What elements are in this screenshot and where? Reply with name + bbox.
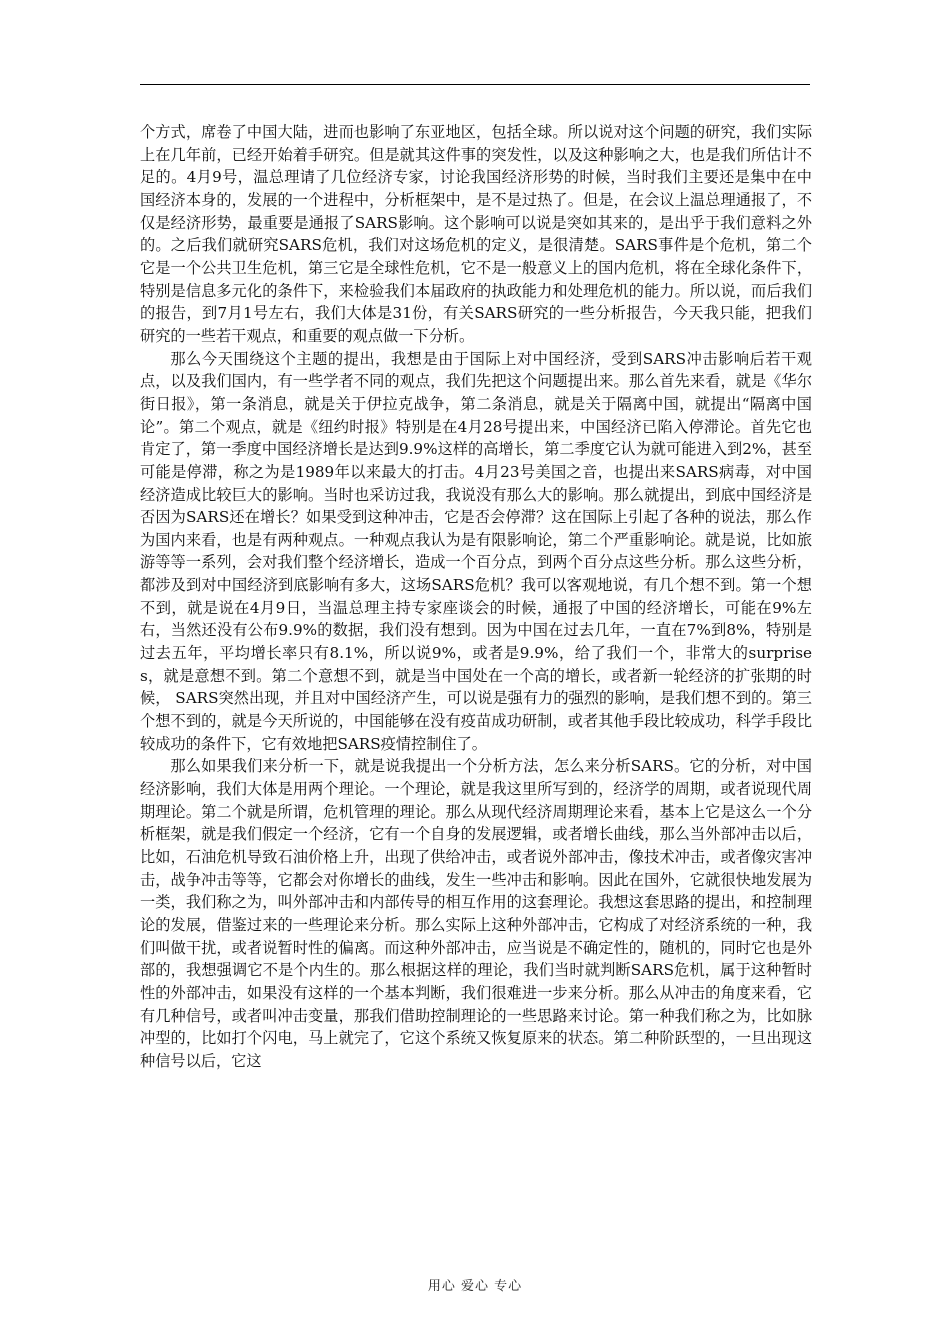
document-body	[140, 121, 812, 1073]
paragraph-3: 那么如果我们来分析一下，就是说我提出一个分析方法，怎么来分析SARS。它的分析，对中国经济影响，我们大体是用两个理论。一个理论，就是我这里所写到的，经济学的周期，或者说现代周期理论。第二个就是所谓，危机管理的理论。那么从现代经济周期理论来看，基本上它是这么一个分析框架，就是我们假定一个经济，它有一个自身的发展逻辑，或者增长曲线，那么当外部冲击以后，比如，石油危机导致石油价格上升，出现了供给冲击，或者说外部冲击，像技术冲击，或者像灾害冲击，战争冲击等等，它都会对你增长的曲线，发生一些冲击和影响。因此在国外，它就很快地发展为一类，我们称之为，叫外部冲击和内部传导的相互作用的这套理论。我想这套思路的提出，和控制理论的发展，借鉴过来的一些理论来分析。那么实际上这种外部冲击，它构成了对经济系统的一种，我们叫做干扰，或者说暂时性的偏离。而这种外部冲击，应当说是不确定性的，随机的，同时它也是外部的，我想强调它不是个内生的。那么根据这样的理论，我们当时就判断SARS危机，属于这种暂时性的外部冲击，如果没有这样的一个基本判断，我们很难进一步来分析。那么从冲击的角度来看，它有几种信号，或者叫冲击变量，那我们借助控制理论的一些思路来讨论。第一种我们称之为，比如脉冲型的，比如打个闪电，马上就完了，它这个系统又恢复原来的状态。第二种阶跃型的，一旦出现这种信号以后，它这	[140, 757, 812, 1070]
paragraph-1: 个方式，席卷了中国大陆，进而也影响了东亚地区，包括全球。所以说对这个问题的研究，我们实际上在几年前，已经开始着手研究。但是就其这件事的突发性，以及这种影响之大，也是我们所估计不足的。4月9号，温总理请了几位经济专家，讨论我国经济形势的时候，当时我们主要还是集中在中国经济本身的，发展的一个进程中，分析框架中，是不是过热了。但是，在会议上温总理通报了，不仅是经济形势，最重要是通报了SARS影响。这个影响可以说是突如其来的，是出乎于我们意料之外的。之后我们就研究SARS危机，我们对这场危机的定义，是很清楚。SARS事件是个危机，第二个它是一个公共卫生危机，第三它是全球性危机，它不是一般意义上的国内危机，将在全球化条件下，特别是信息多元化的条件下，来检验我们本届政府的执政能力和处理危机的能力。所以说，而后我们的报告，到7月1号左右，我们大体是31份，有关SARS研究的一些分析报告，今天我只能，把我们研究的一些若干观点，和重要的观点做一下分析。	[140, 123, 812, 345]
header-rule	[140, 84, 810, 85]
paragraph-2: 那么今天围绕这个主题的提出，我想是由于国际上对中国经济，受到SARS冲击影响后若干观点，以及我们国内，有一些学者不同的观点，我们先把这个问题提出来。那么首先来看，就是《华尔街日报》，第一条消息，就是关于伊拉克战争，第二条消息，就是关于隔离中国，就提出“隔离中国论”。第二个观点，就是《纽约时报》特别是在4月28号提出来，中国经济已陷入停滞论。首先它也肯定了，第一季度中国经济增长是达到9.9%这样的高增长，第二季度它认为就可能进入到2%，甚至可能是停滞，称之为是1989年以来最大的打击。4月23号美国之音，也提出来SARS病毒，对中国经济造成比较巨大的影响。当时也采访过我，我说没有那么大的影响。那么就提出，到底中国经济是否因为SARS还在增长？如果受到这种冲击，它是否会停滞？这在国际上引起了各种的说法，那么作为国内来看，也是有两种观点。一种观点我认为是有限影响论，第二个严重影响论。就是说，比如旅游等等一系列，会对我们整个经济增长，造成一个百分点，到两个百分点这些分析。那么这些分析，都涉及到对中国经济到底影响有多大，这场SARS危机？我可以客观地说，有几个想不到。第一个想不到，就是说在4月9日，当温总理主持专家座谈会的时候，通报了中国的经济增长，可能在9%左右，当然还没有公布9.9%的数据，我们没有想到。因为中国在过去几年，一直在7%到8%，特别是过去五年，平均增长率只有8.1%，所以说9%，或者是9.9%，给了我们一个，非常大的surprises，就是意想不到。第二个意想不到，就是当中国处在一个高的增长，或者新一轮经济的扩张期的时候， SARS突然出现，并且对中国经济产生，可以说是强有力的强烈的影响，是我们想不到的。第三个想不到的，就是今天所说的，中国能够在没有疫苗成功研制，或者其他手段比较成功，科学手段比较成功的条件下，它有效地把SARS疫情控制住了。	[140, 349, 812, 753]
page-footer: 用心 爱心 专心	[427, 1279, 523, 1294]
